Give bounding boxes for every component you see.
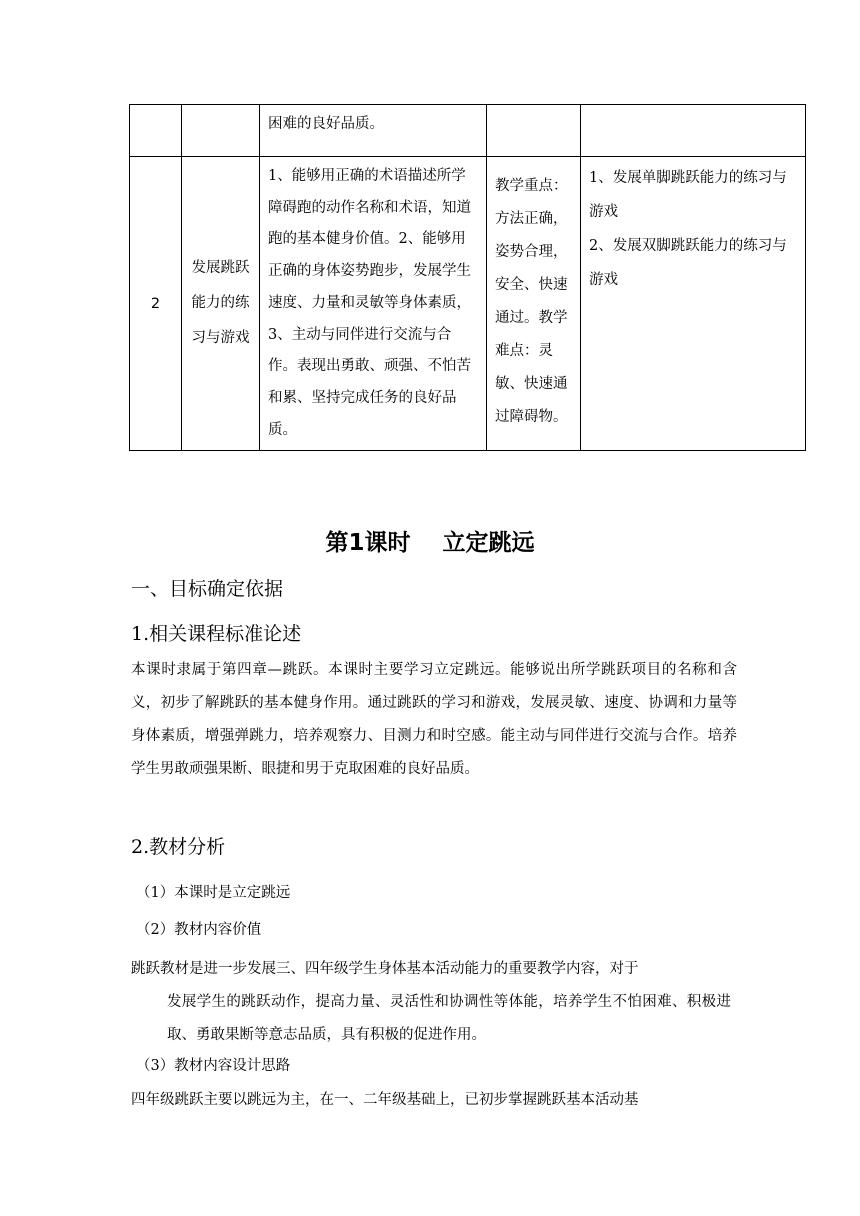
standards-paragraph: 本课时隶属于第四章—跳跃。本课时主要学习立定跳远。能够说出所学跳跃项目的名称和含义，初步了解跳跃的基本健身作用。通过跳跃的学习和游戏，发展灵敏、速度、协调和力量等身体素质，增强弹跳力，培养观察力、目测力和时空感。能主动与同伴进行交流与合作。培养学生男敢顽强果断、眼捷和男于克取困难的良好品质。 xyxy=(131,662,737,777)
key-points-cell xyxy=(487,105,581,157)
section-heading: 一、目标确定依据 xyxy=(131,578,284,600)
material-value-paragraph xyxy=(131,953,731,1052)
activities-cell xyxy=(581,157,806,451)
content-cell: 发展跳跃能力的练习与游戏 xyxy=(182,157,260,451)
activities-cell xyxy=(581,105,806,157)
goal-cell: 困难的良好品质。 xyxy=(260,105,487,157)
activity-item: 2、发展双脚跳跃能力的练习与游戏 xyxy=(589,238,787,288)
activity-item: 1、发展单脚跳跃能力的练习与游戏 xyxy=(589,170,787,220)
lesson-number-cell: 2 xyxy=(130,157,182,451)
content-cell xyxy=(182,105,260,157)
unit-plan-table xyxy=(129,104,806,451)
paragraph-continuation: 发展学生的跳跃动作，提高力量、灵活性和协调性等体能，培养学生不怕困难、积极进取、勇敢果断等意志品质，具有积极的促进作用。 xyxy=(167,994,731,1043)
table-row xyxy=(130,105,806,157)
list-item: （1）本课时是立定跳远 xyxy=(136,885,291,901)
goal-cell: 1、能够用正确的术语描述所学障碍跑的动作名称和术语，知道跑的基本健身价值。2、能够用正确的身体姿势跑步，发展学生速度、力量和灵敏等身体素质，3、主动与同伴进行交流与合作。表现出勇敢、顽强、不怕苦和累、坚持完成任务的良好品质。 xyxy=(260,157,487,451)
subsection-heading: 2.教材分析 xyxy=(131,836,226,858)
lesson-number-cell xyxy=(130,105,182,157)
list-item: （3）教材内容设计思路 xyxy=(136,1058,291,1074)
design-paragraph: 四年级跳跃主要以跳远为主，在一、二年级基础上，已初步掌握跳跃基本活动基 xyxy=(131,1092,639,1108)
paragraph-first-line: 跳跃教材是进一步发展三、四年级学生身体基本活动能力的重要教学内容，对于 xyxy=(131,961,639,977)
subsection-heading: 1.相关课程标准论述 xyxy=(131,623,302,645)
list-item: （2）教材内容价值 xyxy=(136,922,262,938)
lesson-title: 第1课时 立定跳远 xyxy=(325,530,535,556)
key-points-cell: 教学重点：方法正确，姿势合理，安全、快速通过。教学难点：灵敏、快速通过障碍物。 xyxy=(487,157,581,451)
table-row xyxy=(130,157,806,451)
